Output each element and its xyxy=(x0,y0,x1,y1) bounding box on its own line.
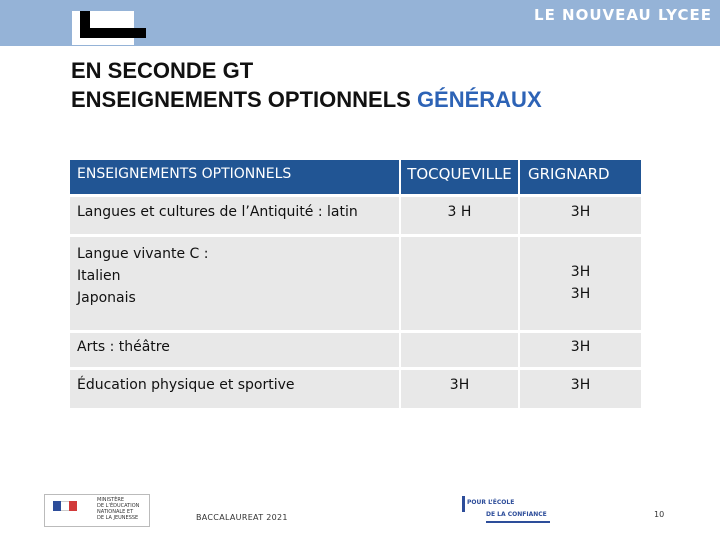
ministry-line-4: DE LA JEUNESSE xyxy=(97,515,139,521)
ministry-line-1: MINISTÈRE xyxy=(97,497,125,503)
row-eps-grignard: 3H xyxy=(520,370,641,408)
row-theatre-tocqueville xyxy=(401,333,518,367)
row-lvc-label-line-3: Japonais xyxy=(77,290,136,306)
title-line-1: EN SECONDE GT xyxy=(71,58,254,83)
row-lvc-grignard-italien: 3H xyxy=(570,264,591,280)
flag-red-stripe xyxy=(69,501,77,511)
row-lvc-label xyxy=(70,237,399,330)
row-lvc-grignard-japonais: 3H xyxy=(570,286,591,302)
row-lvc-label-line-1: Langue vivante C : xyxy=(77,246,209,262)
row-lvc-label-line-2: Italien xyxy=(77,268,121,284)
column-header-grignard: GRIGNARD xyxy=(520,160,641,194)
title-line-2-prefix: ENSEIGNEMENTS OPTIONNELS xyxy=(71,87,417,112)
logo-text-line-2: DE LA CONFIANCE xyxy=(486,511,547,518)
row-eps-tocqueville: 3H xyxy=(401,370,518,408)
row-lvc-grignard xyxy=(520,237,641,330)
logo-horizontal-bar xyxy=(80,28,146,38)
ecole-confiance-logo xyxy=(462,496,552,526)
row-eps-label: Éducation physique et sportive xyxy=(70,370,399,408)
flag-blue-stripe xyxy=(53,501,61,511)
page-title xyxy=(71,56,542,114)
page-number: 10 xyxy=(654,510,665,519)
flag-white-stripe xyxy=(61,501,69,511)
ministry-line-3: NATIONALE ET xyxy=(97,509,134,515)
column-header-tocqueville: TOCQUEVILLE xyxy=(401,160,518,194)
header-label: LE NOUVEAU LYCEE xyxy=(534,6,712,24)
row-theatre-grignard: 3H xyxy=(520,333,641,367)
title-line-2-accent: GÉNÉRAUX xyxy=(416,87,542,112)
row-lvc-tocqueville xyxy=(401,237,518,330)
row-theatre-label: Arts : théâtre xyxy=(70,333,399,367)
row-latin-label: Langues et cultures de l’Antiquité : latin xyxy=(70,197,399,234)
logo-left-bar xyxy=(462,496,465,512)
logo-underline xyxy=(486,521,550,523)
footer-baccalaureat: BACCALAUREAT 2021 xyxy=(196,513,288,522)
ministry-text xyxy=(97,497,149,521)
ministry-line-2: DE L’ÉDUCATION xyxy=(97,503,140,509)
row-latin-grignard: 3H xyxy=(520,197,641,234)
ministry-logo xyxy=(44,494,150,527)
logo-text-line-1: POUR L’ÉCOLE xyxy=(467,499,515,506)
row-latin-tocqueville: 3 H xyxy=(401,197,518,234)
column-header-enseignements: ENSEIGNEMENTS OPTIONNELS xyxy=(70,160,399,194)
